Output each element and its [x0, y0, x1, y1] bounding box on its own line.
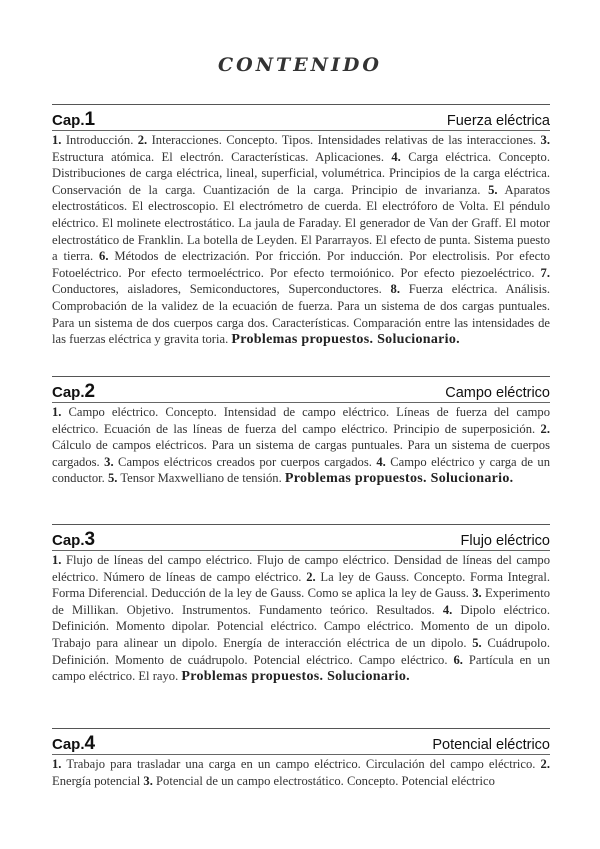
- item-number: 7.: [540, 265, 550, 280]
- item-number: 3.: [143, 773, 153, 788]
- chapter-3: [52, 524, 550, 686]
- item-number: 2.: [306, 569, 316, 584]
- divider: [52, 728, 550, 729]
- item-number: 1.: [52, 133, 62, 147]
- item-number: 4.: [376, 454, 386, 469]
- item-text: Métodos de electrización. Por fricción. Por inducción. Por electrolisis. Por efecto Fotoeléctrico. Por efecto termoeléctrico. Por efecto termoiónico. Por efecto piezoeléctrico.: [52, 249, 551, 280]
- chapter-title: Campo eléctrico: [445, 385, 550, 401]
- chapter-header: [52, 733, 550, 753]
- chapter-summary: [52, 132, 550, 349]
- item-text: Introducción.: [65, 133, 134, 147]
- item-text: Estructura atómica. El electrón. Características. Aplicaciones.: [52, 149, 384, 164]
- item-text: Experimento de Millikan. Objetivo. Instrumentos. Fundamento teórico. Resultados.: [52, 586, 550, 617]
- item-text: Campo eléctrico. Concepto. Intensidad de campo eléctrico. Líneas de fuerza del campo eléctrico. Ecuación de las líneas de fuerza del campo eléctrico. Principio de superposición.: [52, 405, 550, 436]
- item-text: Flujo de líneas del campo eléctrico. Flujo de campo eléctrico. Densidad de líneas del campo eléctrico. Número de líneas de campo eléctrico.: [52, 553, 550, 584]
- item-text: Dipolo eléctrico. Definición. Momento dipolar. Potencial eléctrico. Campo eléctrico. Momento de un dipolo. Trabajo para alinear un dipolo. Energía de interacción eléctrica de un dipolo.: [52, 602, 550, 650]
- item-text: Conductores, aisladores, Semiconductores, Superconductores.: [52, 282, 382, 297]
- item-text: Fuerza eléctrica. Análisis. Comprobación de la validez de la ecuación de fuerza. Para un sistema de dos cargas puntuales. Para un sistema de dos cuerpos carga dos. Características. Comparación entre las intensidades de las fuerzas eléctrica y gravita toria.: [52, 282, 550, 347]
- chapter-label: Cap.3: [52, 529, 96, 550]
- item-text: Campo eléctrico y carga de un conductor.: [52, 454, 551, 486]
- divider: [52, 130, 550, 131]
- chapter-label: Cap.1: [52, 109, 96, 130]
- item-text: Energía potencial: [52, 773, 141, 788]
- chapter-number: 1: [84, 109, 96, 130]
- item-text: Carga eléctrica. Concepto. Distribuciones de carga eléctrica, lineal, superficial, volumétrica. Principios de la carga eléctrica. Conservación de la carga. Cuantización de la carga. Principio de invarianza.: [52, 149, 550, 197]
- chapter-title: Fuerza eléctrica: [446, 113, 550, 129]
- chapter-title: Flujo eléctrico: [460, 533, 550, 549]
- chapter-summary: [52, 404, 550, 488]
- item-text: Partícula en un campo eléctrico. El rayo.: [52, 652, 551, 684]
- chapter-number: 2: [84, 381, 96, 402]
- divider: [52, 524, 550, 525]
- item-text: Interacciones. Concepto. Tipos. Intensidades relativas de las interacciones.: [151, 133, 537, 147]
- item-text: Cálculo de campos eléctricos. Para un sistema de cargas puntuales. Para un sistema de cuerpos cargados.: [52, 438, 550, 469]
- item-number: 3.: [104, 454, 114, 469]
- chapter-summary: [52, 756, 550, 789]
- chapter-4: [52, 728, 550, 789]
- divider: [52, 550, 550, 551]
- page-title: CONTENIDO: [218, 54, 382, 76]
- chapter-header: [52, 109, 550, 129]
- item-text: La ley de Gauss. Concepto. Forma Integral. Forma Diferencial. Deducción de la ley de Gauss. Como se aplica la ley de Gauss.: [52, 569, 550, 601]
- item-text: Campos eléctricos creados por cuerpos cargados.: [118, 454, 372, 469]
- item-number: 5.: [107, 471, 118, 486]
- chapter-2: [52, 376, 550, 488]
- problems-label: Problemas propuestos. Solucionario.: [231, 332, 460, 348]
- divider: [52, 104, 550, 105]
- item-number: 2.: [137, 133, 148, 147]
- item-number: 4.: [391, 149, 401, 164]
- problems-label: Problemas propuestos. Solucionario.: [284, 471, 514, 487]
- chapter-1: [52, 104, 550, 349]
- item-number: 2.: [540, 421, 550, 436]
- chapter-label: Cap.2: [52, 381, 96, 402]
- item-text: Aparatos electrostáticos. El electroscopio. El electrómetro de cuerda. El electróforo de Volta. El péndulo eléctrico. El molinete electrostático. La jaula de Faraday. El generador de Van der Graff. El motor electrostático de Franklin. La botella de Leyden. El Pararrayos. El efecto de punta. Sistema puesto a tierra.: [52, 182, 550, 264]
- item-text: Tensor Maxwelliano de tensión.: [120, 471, 282, 486]
- item-number: 2.: [540, 757, 550, 771]
- chapter-summary: [52, 552, 550, 686]
- chapter-header: [52, 381, 550, 401]
- item-number: 3.: [472, 586, 482, 601]
- item-text: Trabajo para trasladar una carga en un campo eléctrico. Circulación del campo eléctrico.: [66, 757, 536, 771]
- item-number: 5.: [472, 635, 482, 650]
- divider: [52, 402, 550, 403]
- item-number: 5.: [488, 182, 498, 197]
- divider: [52, 376, 550, 377]
- chapter-label: Cap.4: [52, 733, 96, 754]
- divider: [52, 754, 550, 755]
- chapter-header: [52, 529, 550, 549]
- item-number: 3.: [540, 133, 550, 147]
- chapter-number: 3: [84, 529, 96, 550]
- chapter-title: Potencial eléctrico: [432, 737, 550, 753]
- item-number: 4.: [442, 602, 453, 617]
- item-text: Cuádrupolo. Definición. Momento de cuádrupolo. Potencial eléctrico. Campo eléctrico.: [52, 635, 550, 667]
- item-number: 1.: [52, 757, 62, 771]
- item-text: Potencial de un campo electrostático. Concepto. Potencial eléctrico: [156, 773, 495, 788]
- item-number: 8.: [390, 282, 400, 297]
- item-number: 1.: [52, 553, 62, 567]
- item-number: 1.: [52, 405, 62, 419]
- item-number: 6.: [453, 652, 463, 667]
- problems-label: Problemas propuestos. Solucionario.: [181, 669, 410, 685]
- item-number: 6.: [99, 249, 109, 264]
- chapter-number: 4: [84, 733, 96, 754]
